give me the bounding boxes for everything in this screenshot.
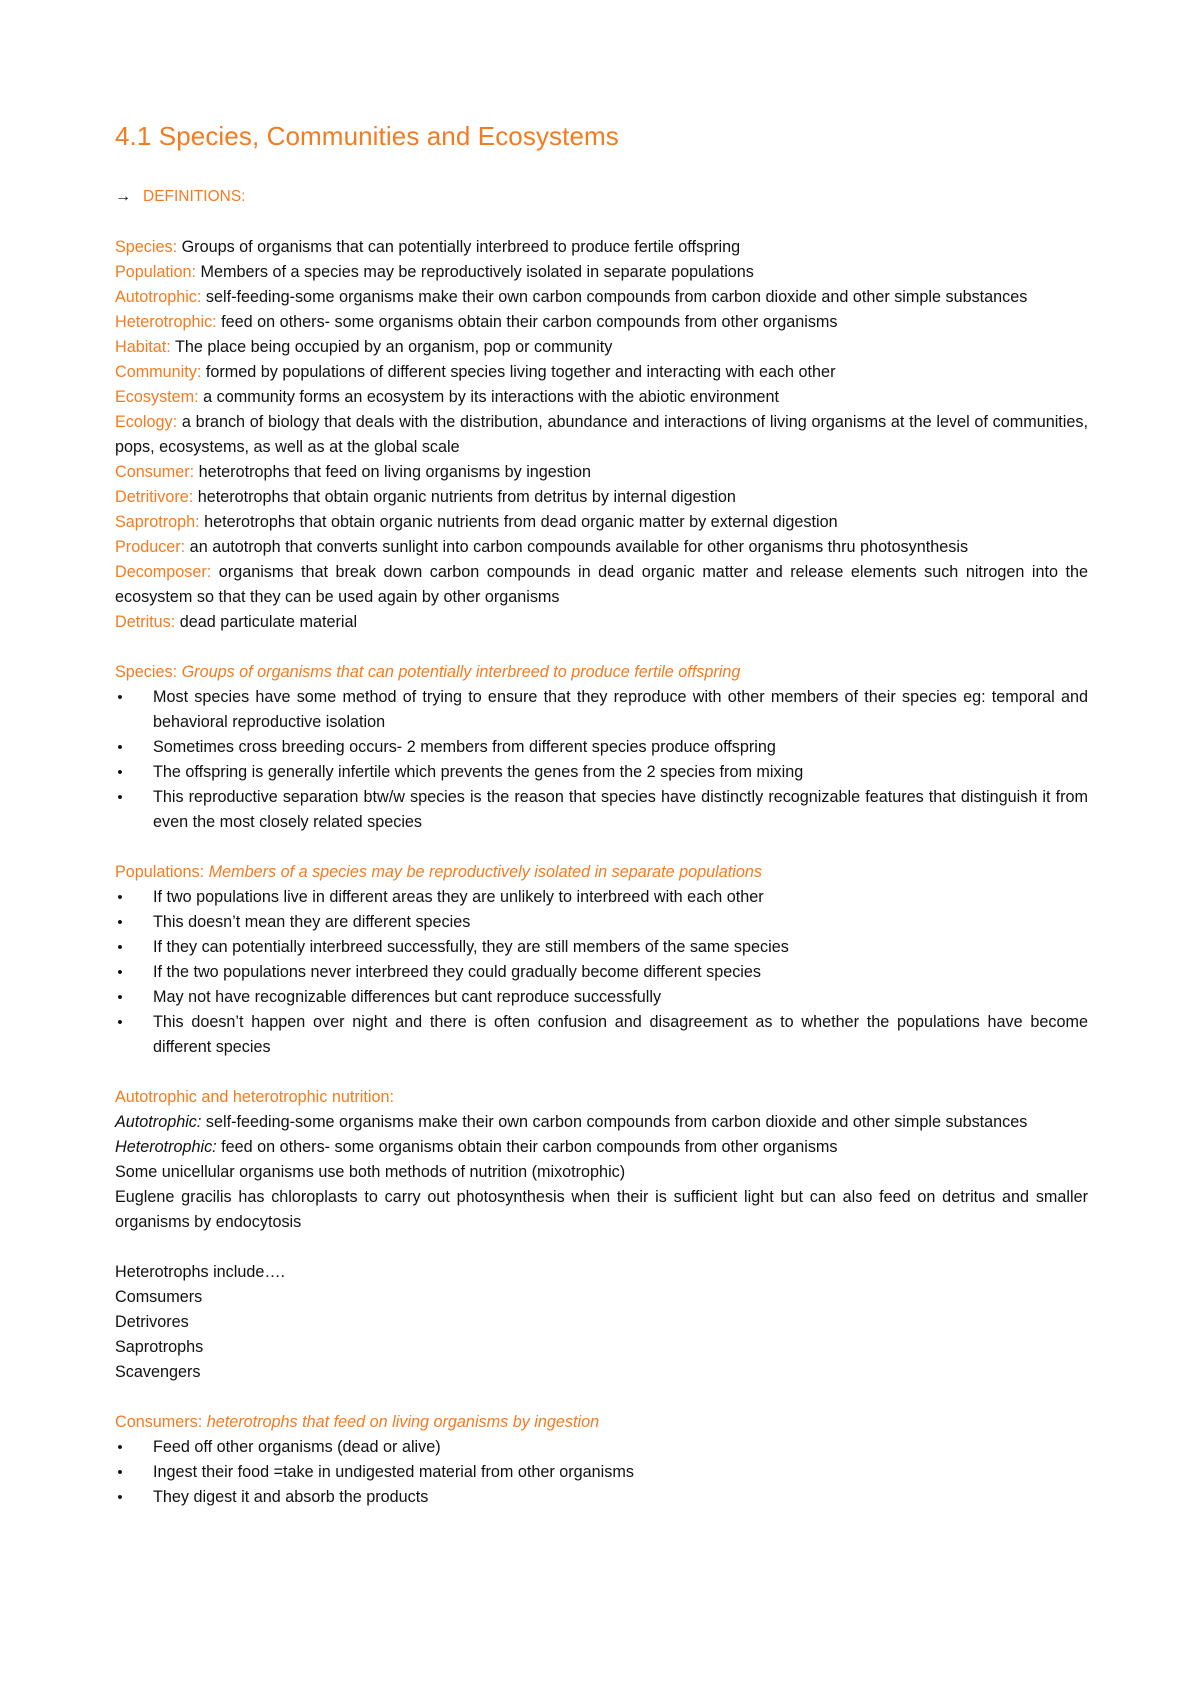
definition-item: [115, 310, 1088, 335]
definition-term: Community:: [115, 363, 202, 381]
bullet-icon: •: [117, 889, 123, 906]
definition-text: heterotrophs that obtain organic nutrients from detritus by internal digestion: [193, 488, 736, 506]
list-item: [115, 960, 1088, 985]
definition-term: Ecosystem:: [115, 388, 199, 406]
definition-term: Heterotrophic:: [115, 313, 217, 331]
bullet-icon: •: [117, 689, 123, 706]
list-item-text: This reproductive separation btw/w species is the reason that species have distinctly recognizable features that distinguish it from even the most closely related species: [153, 788, 1088, 831]
definition-item: [115, 285, 1088, 310]
mixotrophic-line: Some unicellular organisms use both methods of nutrition (mixotrophic): [115, 1163, 626, 1181]
list-item: [115, 685, 1088, 735]
definition-term: Autotrophic:: [115, 288, 202, 306]
definition-item: [115, 460, 1088, 485]
list-item: [115, 760, 1088, 785]
list-item-text: If the two populations never interbreed they could gradually become different species: [153, 963, 762, 981]
definition-term: Detritivore:: [115, 488, 194, 506]
definition-term: Ecology:: [115, 413, 178, 431]
definition-item: [115, 335, 1088, 360]
spacer: [115, 835, 1088, 860]
list-item: [115, 885, 1088, 910]
definition-text: a branch of biology that deals with the distribution, abundance and interactions of living organisms at the level of communities, pops, ecosystems, as well as at the global scale: [115, 413, 1088, 456]
autotrophic-text: self-feeding-some organisms make their own carbon compounds from carbon dioxide and other simple substances: [201, 1113, 1028, 1131]
section-heading: Autotrophic and heterotrophic nutrition:: [115, 1088, 394, 1106]
list-item: [115, 1010, 1088, 1060]
definition-item: [115, 385, 1088, 410]
list-item: Scavengers: [115, 1363, 201, 1381]
page-title: 4.1 Species, Communities and Ecosystems: [115, 121, 619, 151]
bullet-icon: •: [117, 1464, 123, 1481]
list-item: Detrivores: [115, 1313, 189, 1331]
populations-section: [115, 860, 1088, 1060]
list-item: Comsumers: [115, 1288, 203, 1306]
list-item: [115, 985, 1088, 1010]
definition-item: [115, 560, 1088, 610]
definition-item: [115, 260, 1088, 285]
definition-text: dead particulate material: [175, 613, 358, 631]
species-section: [115, 660, 1088, 835]
definition-text: heterotrophs that obtain organic nutrients from dead organic matter by external digestion: [199, 513, 838, 531]
definition-term: Species:: [115, 238, 178, 256]
spacer: [115, 1060, 1088, 1085]
definition-text: feed on others- some organisms obtain their carbon compounds from other organisms: [216, 313, 838, 331]
list-item-text: Feed off other organisms (dead or alive): [153, 1438, 441, 1456]
list-item-text: Sometimes cross breeding occurs- 2 members from different species produce offspring: [153, 738, 776, 756]
definition-term: Saprotroph:: [115, 513, 200, 531]
definitions-label: DEFINITIONS:: [143, 188, 246, 205]
bullet-icon: •: [117, 1014, 123, 1031]
definition-text: formed by populations of different species living together and interacting with each other: [201, 363, 836, 381]
definition-item: [115, 235, 1088, 260]
list-item: [115, 1460, 1088, 1485]
list-item-text: Most species have some method of trying to ensure that they reproduce with other members of their species eg: temporal and behavioral reproductive isolation: [153, 688, 1088, 731]
bullet-icon: •: [117, 1439, 123, 1456]
heterotrophic-label: Heterotrophic:: [115, 1138, 217, 1156]
spacer: [115, 1385, 1088, 1410]
definition-term: Decomposer:: [115, 563, 212, 581]
definition-text: self-feeding-some organisms make their own carbon compounds from carbon dioxide and other simple substances: [201, 288, 1028, 306]
list-item-text: May not have recognizable differences but cant reproduce successfully: [153, 988, 662, 1006]
bullet-icon: •: [117, 789, 123, 806]
list-item-text: This doesn’t happen over night and there is often confusion and disagreement as to whether the populations have become different species: [153, 1013, 1088, 1056]
section-definition: Groups of organisms that can potentially interbreed to produce fertile offspring: [177, 663, 741, 681]
section-definition: Members of a species may be reproductively isolated in separate populations: [204, 863, 762, 881]
spacer: [115, 635, 1088, 660]
bullet-icon: •: [117, 914, 123, 931]
bullet-icon: •: [117, 989, 123, 1006]
bullet-icon: •: [117, 964, 123, 981]
definition-item: [115, 485, 1088, 510]
autotrophic-label: Autotrophic:: [115, 1113, 202, 1131]
definition-item: [115, 510, 1088, 535]
list-item-text: They digest it and absorb the products: [153, 1488, 429, 1506]
section-heading: [115, 660, 1088, 685]
definition-term: Habitat:: [115, 338, 171, 356]
section-term: Consumers:: [115, 1413, 203, 1431]
list-item-text: This doesn’t mean they are different species: [153, 913, 471, 931]
definition-item: [115, 410, 1088, 460]
bullet-list: [115, 685, 1088, 835]
list-item-text: The offspring is generally infertile which prevents the genes from the 2 species from mixing: [153, 763, 804, 781]
bullet-icon: •: [117, 739, 123, 756]
list-item: Saprotrophs: [115, 1338, 204, 1356]
list-item: [115, 910, 1088, 935]
definition-text: an autotroph that converts sunlight into carbon compounds available for other organisms thru photosynthesis: [185, 538, 969, 556]
definition-term: Producer:: [115, 538, 186, 556]
list-item: [115, 1485, 1088, 1510]
heterotrophs-list: [115, 1260, 1088, 1385]
list-item: [115, 735, 1088, 760]
autotrophic-line: [115, 1110, 1088, 1135]
section-term: Species:: [115, 663, 178, 681]
definition-text: Members of a species may be reproductively isolated in separate populations: [196, 263, 754, 281]
definition-text: a community forms an ecosystem by its interactions with the abiotic environment: [198, 388, 779, 406]
heterotrophic-line: [115, 1135, 1088, 1160]
spacer: [115, 1235, 1088, 1260]
list-item-text: If they can potentially interbreed successfully, they are still members of the same species: [153, 938, 789, 956]
section-definition: heterotrophs that feed on living organisms by ingestion: [202, 1413, 600, 1431]
definition-item: [115, 610, 1088, 635]
bullet-icon: •: [117, 1489, 123, 1506]
bullet-list: [115, 1435, 1088, 1510]
list-item: [115, 785, 1088, 835]
nutrition-section: [115, 1085, 1088, 1235]
definition-term: Detritus:: [115, 613, 176, 631]
list-item: [115, 1435, 1088, 1460]
heterotrophic-text: feed on others- some organisms obtain their carbon compounds from other organisms: [216, 1138, 838, 1156]
section-heading: [115, 860, 1088, 885]
arrow-right-icon: →: [115, 188, 131, 205]
definition-item: [115, 535, 1088, 560]
definition-text: organisms that break down carbon compounds in dead organic matter and release elements such nitrogen into the ecosystem so that they can be used again by other organisms: [115, 563, 1088, 606]
definitions-header: [115, 184, 1088, 209]
consumers-section: [115, 1410, 1088, 1510]
list-heading: Heterotrophs include….: [115, 1263, 286, 1281]
definition-text: heterotrophs that feed on living organisms by ingestion: [194, 463, 592, 481]
bullet-icon: •: [117, 764, 123, 781]
bullet-icon: •: [117, 939, 123, 956]
bullet-list: [115, 885, 1088, 1060]
definition-text: The place being occupied by an organism, pop or community: [170, 338, 613, 356]
section-term: Populations:: [115, 863, 205, 881]
definition-text: Groups of organisms that can potentially interbreed to produce fertile offspring: [177, 238, 741, 256]
section-heading: [115, 1410, 1088, 1435]
euglena-line: Euglene gracilis has chloroplasts to carry out photosynthesis when their is sufficient light but can also feed on detritus and smaller organisms by endocytosis: [115, 1188, 1088, 1231]
definition-term: Consumer:: [115, 463, 195, 481]
list-item: [115, 935, 1088, 960]
definition-term: Population:: [115, 263, 197, 281]
list-item-text: If two populations live in different areas they are unlikely to interbreed with each other: [153, 888, 764, 906]
definition-item: [115, 360, 1088, 385]
definitions-list: [115, 235, 1088, 635]
list-item-text: Ingest their food =take in undigested material from other organisms: [153, 1463, 634, 1481]
